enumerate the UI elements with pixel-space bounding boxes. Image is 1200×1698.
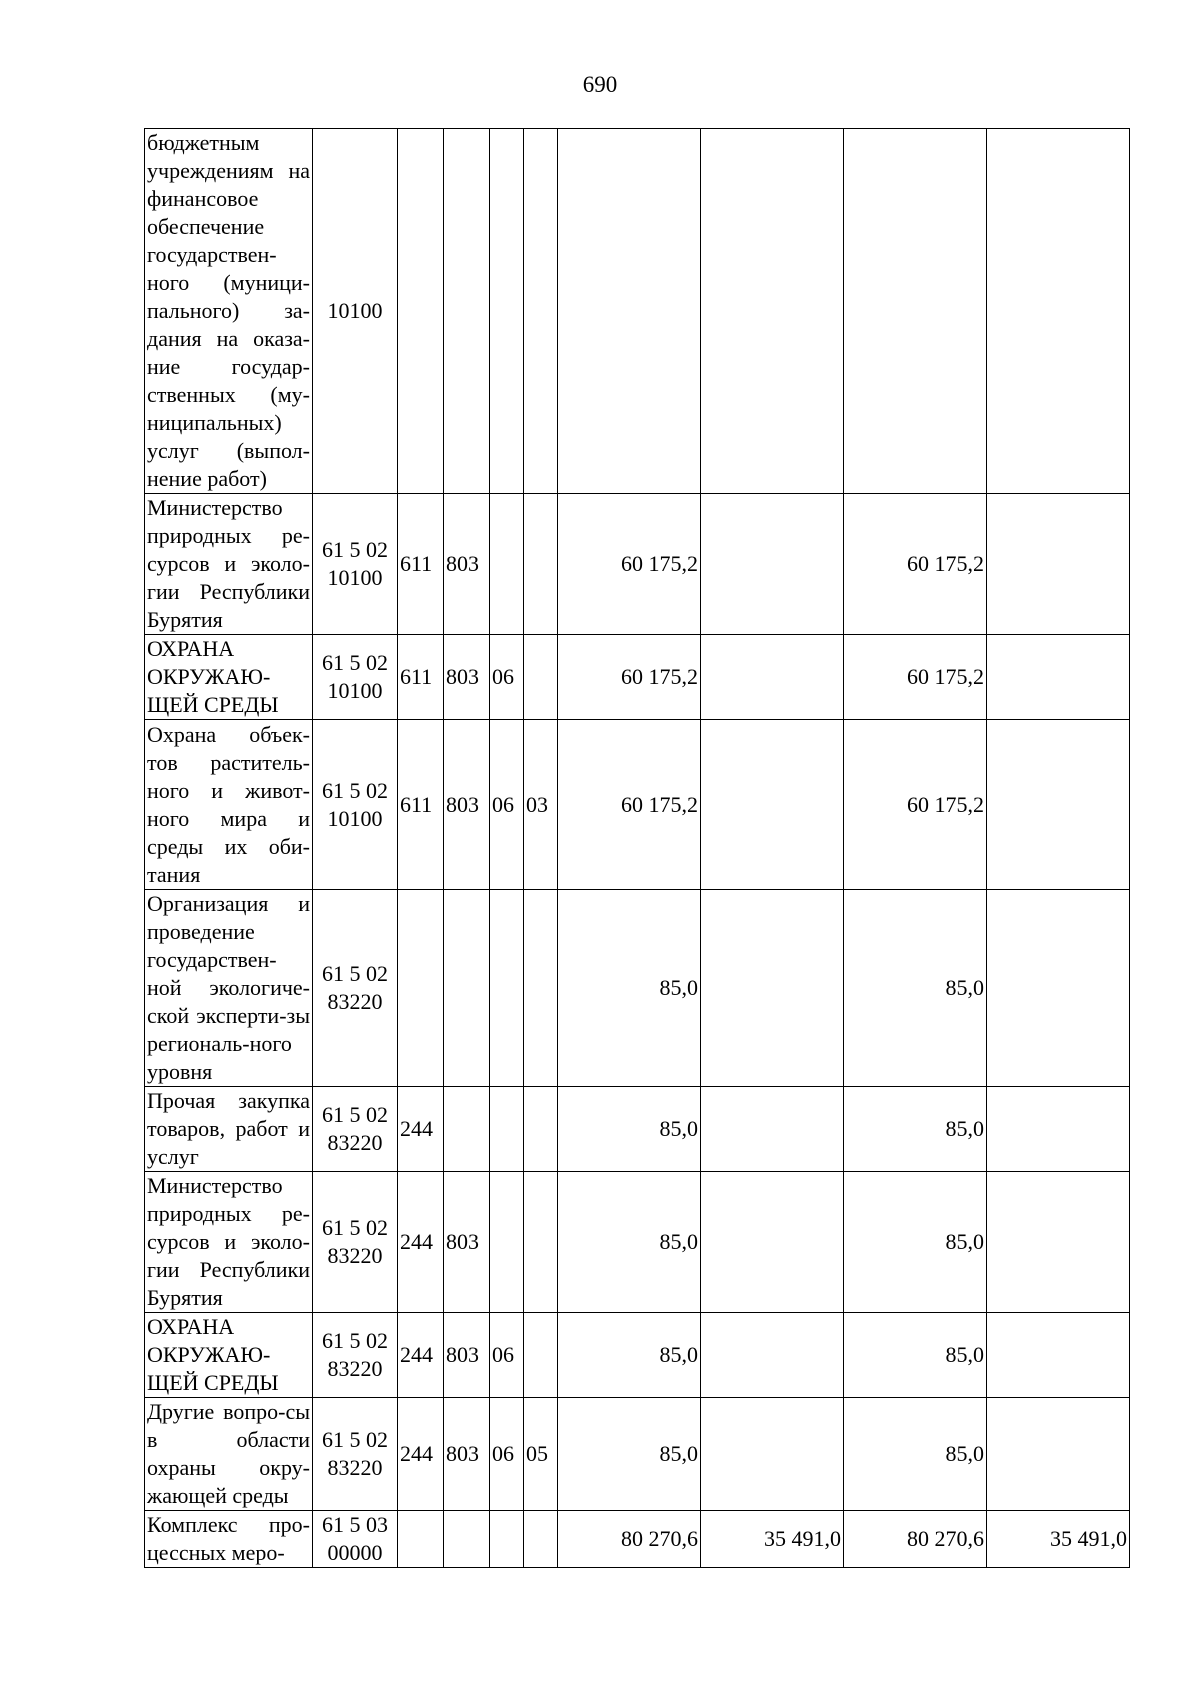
row-sum4 (987, 1087, 1130, 1172)
row-name: Комплекс про-цессных меро- (145, 1511, 313, 1568)
row-sum3: 85,0 (844, 1398, 987, 1511)
row-vr (398, 1511, 444, 1568)
row-code: 61 5 02 10100 (313, 635, 398, 720)
table-row (145, 720, 1130, 890)
row-code: 10100 (313, 129, 398, 494)
row-pr: 03 (524, 720, 558, 890)
row-sum2 (701, 1398, 844, 1511)
row-pr (524, 1511, 558, 1568)
row-pr: 05 (524, 1398, 558, 1511)
row-sum2 (701, 129, 844, 494)
row-rz (490, 494, 524, 635)
row-sum1 (558, 129, 701, 494)
row-grbs: 803 (444, 635, 490, 720)
row-code: 61 5 02 83220 (313, 1398, 398, 1511)
row-sum1: 60 175,2 (558, 494, 701, 635)
page-number: 690 (582, 72, 618, 97)
row-code: 61 5 02 83220 (313, 890, 398, 1087)
row-sum1: 85,0 (558, 1313, 701, 1398)
row-sum2 (701, 494, 844, 635)
row-rz: 06 (490, 1313, 524, 1398)
table-row (145, 1398, 1130, 1511)
row-name: Прочая закупка товаров, работ и услуг (145, 1087, 313, 1172)
row-sum4 (987, 890, 1130, 1087)
row-name: ОХРАНА ОКРУЖАЮ-ЩЕЙ СРЕДЫ (145, 635, 313, 720)
row-sum4 (987, 494, 1130, 635)
row-pr (524, 1172, 558, 1313)
row-sum3: 60 175,2 (844, 494, 987, 635)
row-sum3 (844, 129, 987, 494)
row-sum3: 80 270,6 (844, 1511, 987, 1568)
row-grbs: 803 (444, 1313, 490, 1398)
row-sum1: 80 270,6 (558, 1511, 701, 1568)
table-row (145, 635, 1130, 720)
row-sum2 (701, 1172, 844, 1313)
row-sum3: 85,0 (844, 1172, 987, 1313)
row-grbs: 803 (444, 720, 490, 890)
row-name: Министерство природных ре-сурсов и эколо-гии Республики Бурятия (145, 494, 313, 635)
row-sum1: 60 175,2 (558, 720, 701, 890)
budget-table (144, 128, 1130, 1568)
row-sum3: 85,0 (844, 1313, 987, 1398)
row-grbs: 803 (444, 1172, 490, 1313)
row-grbs (444, 1087, 490, 1172)
row-sum4 (987, 1172, 1130, 1313)
table-row (145, 1313, 1130, 1398)
row-code: 61 5 02 83220 (313, 1313, 398, 1398)
table-row (145, 890, 1130, 1087)
row-grbs (444, 890, 490, 1087)
row-sum1: 60 175,2 (558, 635, 701, 720)
row-sum1: 85,0 (558, 1398, 701, 1511)
row-pr (524, 890, 558, 1087)
row-sum1: 85,0 (558, 1172, 701, 1313)
row-grbs (444, 129, 490, 494)
row-vr: 611 (398, 635, 444, 720)
row-vr: 244 (398, 1172, 444, 1313)
row-pr (524, 129, 558, 494)
table-row (145, 1087, 1130, 1172)
row-vr (398, 129, 444, 494)
row-rz: 06 (490, 720, 524, 890)
row-sum3: 85,0 (844, 890, 987, 1087)
row-rz (490, 129, 524, 494)
row-code: 61 5 03 00000 (313, 1511, 398, 1568)
table-row (145, 129, 1130, 494)
row-sum4 (987, 129, 1130, 494)
row-sum2 (701, 890, 844, 1087)
row-sum2 (701, 720, 844, 890)
row-sum2 (701, 1313, 844, 1398)
row-sum4 (987, 635, 1130, 720)
row-name: Охрана объек-тов раститель-ного и живот-ного мира и среды их оби-тания (145, 720, 313, 890)
row-sum2 (701, 1087, 844, 1172)
table-row (145, 1172, 1130, 1313)
row-pr (524, 635, 558, 720)
row-rz: 06 (490, 635, 524, 720)
row-vr: 244 (398, 1398, 444, 1511)
row-pr (524, 1087, 558, 1172)
row-code: 61 5 02 10100 (313, 720, 398, 890)
row-sum3: 85,0 (844, 1087, 987, 1172)
row-name: Организация и проведение государствен-ной экологиче-ской эксперти-зы региональ-ного уровня (145, 890, 313, 1087)
table-row (145, 1511, 1130, 1568)
row-name: Министерство природных ре-сурсов и эколо-гии Республики Бурятия (145, 1172, 313, 1313)
row-name: бюджетным учреждениям на финансовое обеспечение государствен-ного (муници-пального) за-дания на оказа-ние государ-ственных (му-ниципальных) услуг (выпол-нение работ) (145, 129, 313, 494)
row-name: ОХРАНА ОКРУЖАЮ-ЩЕЙ СРЕДЫ (145, 1313, 313, 1398)
row-code: 61 5 02 83220 (313, 1087, 398, 1172)
row-rz (490, 1087, 524, 1172)
row-vr: 244 (398, 1087, 444, 1172)
row-vr: 244 (398, 1313, 444, 1398)
row-sum2: 35 491,0 (701, 1511, 844, 1568)
table-row (145, 494, 1130, 635)
row-code: 61 5 02 10100 (313, 494, 398, 635)
row-sum2 (701, 635, 844, 720)
row-sum3: 60 175,2 (844, 720, 987, 890)
row-sum3: 60 175,2 (844, 635, 987, 720)
row-vr: 611 (398, 494, 444, 635)
row-sum4 (987, 720, 1130, 890)
row-name: Другие вопро-сы в области охраны окру-жающей среды (145, 1398, 313, 1511)
row-rz: 06 (490, 1398, 524, 1511)
row-rz (490, 890, 524, 1087)
row-pr (524, 1313, 558, 1398)
row-sum1: 85,0 (558, 890, 701, 1087)
row-pr (524, 494, 558, 635)
row-code: 61 5 02 83220 (313, 1172, 398, 1313)
row-sum1: 85,0 (558, 1087, 701, 1172)
row-grbs (444, 1511, 490, 1568)
row-vr (398, 890, 444, 1087)
row-vr: 611 (398, 720, 444, 890)
row-grbs: 803 (444, 494, 490, 635)
row-sum4 (987, 1313, 1130, 1398)
row-sum4 (987, 1398, 1130, 1511)
row-rz (490, 1511, 524, 1568)
row-rz (490, 1172, 524, 1313)
row-grbs: 803 (444, 1398, 490, 1511)
row-sum4: 35 491,0 (987, 1511, 1130, 1568)
